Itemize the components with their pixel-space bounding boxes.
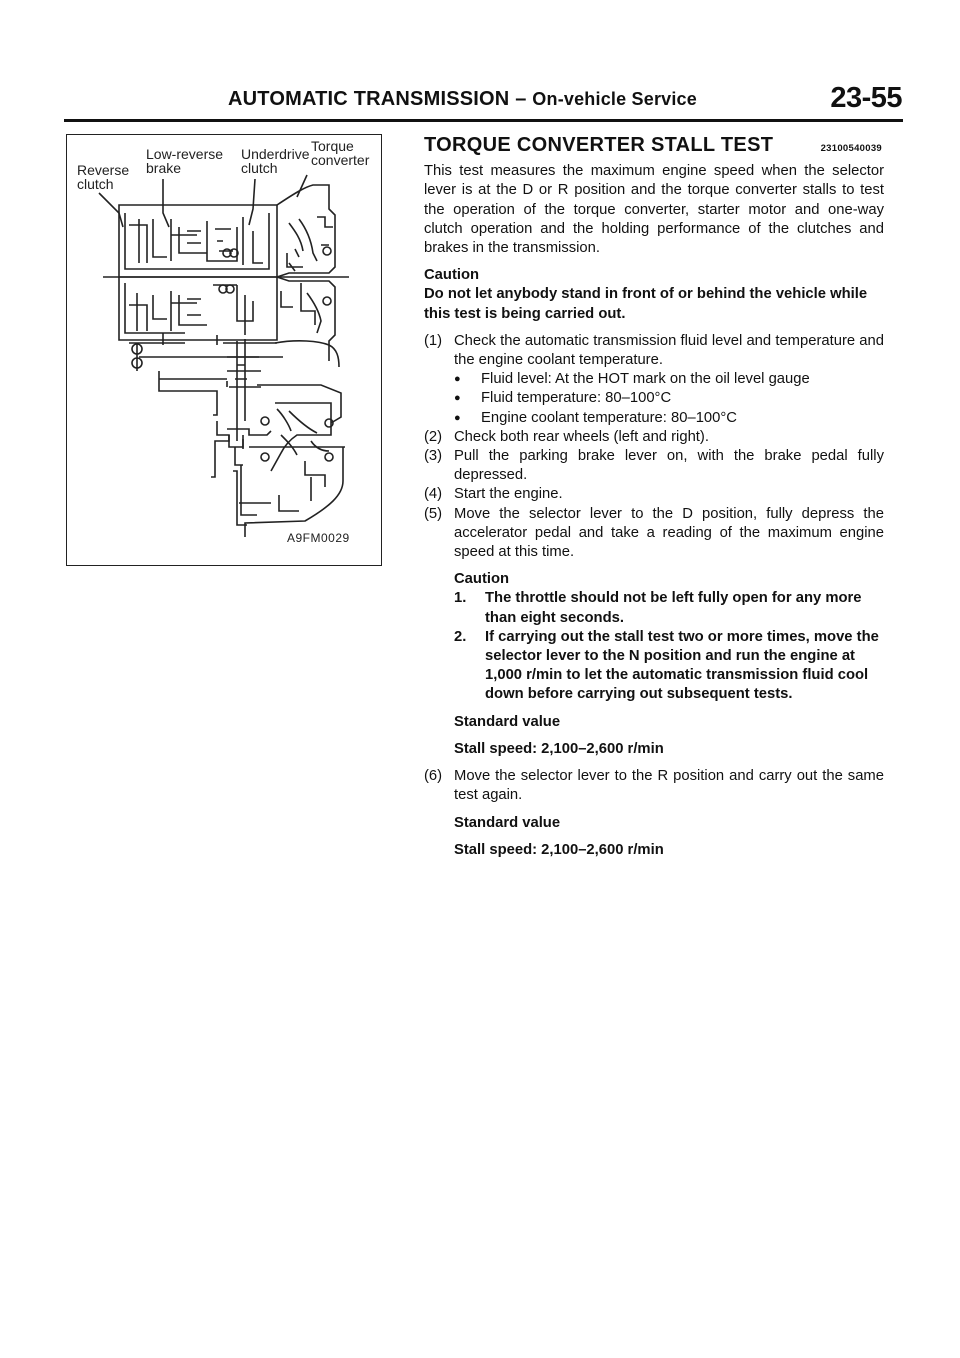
transmission-cutaway-drawing bbox=[67, 135, 383, 567]
label-reverse-clutch: Reverse clutch bbox=[77, 162, 130, 192]
step-3: (3) Pull the parking brake lever on, with the brake pedal fully depressed. bbox=[424, 448, 884, 484]
bullet-icon: ● bbox=[454, 411, 461, 424]
caution2-label: Caution bbox=[454, 571, 510, 588]
section-title: TORQUE CONVERTER STALL TEST bbox=[424, 134, 774, 156]
caution-item-1: 1. The throttle should not be left fully open for any more than eight seconds. bbox=[454, 590, 862, 626]
header-separator: – bbox=[515, 88, 527, 110]
section-code: 23100540039 bbox=[820, 143, 882, 154]
bullet-icon: ● bbox=[454, 392, 461, 405]
bullet-fluid-level: ● Fluid level: At the HOT mark on the oil level gauge bbox=[424, 370, 884, 389]
header-subtitle: On-vehicle Service bbox=[532, 89, 697, 109]
bullet-fluid-temperature: ● Fluid temperature: 80–100°C bbox=[424, 389, 884, 408]
intro-paragraph: This test measures the maximum engine speed when the selector lever is at the D or R position and the torque converter stalls to test the operation of the torque converter, starter motor and one-way clutch operation and the holding performance of the clutches and brakes in the transmission. bbox=[424, 163, 884, 257]
bullet-coolant-temperature: ● Engine coolant temperature: 80–100°C bbox=[424, 409, 884, 428]
stall-speed-value: Stall speed: 2,100–2,600 r/min bbox=[454, 740, 664, 757]
stall-speed-value-2: Stall speed: 2,100–2,600 r/min bbox=[454, 841, 664, 858]
label-low-reverse-brake: Low-reverse brake bbox=[146, 146, 224, 176]
section-content bbox=[424, 136, 884, 860]
step-1: (1) Check the automatic transmission fluid level and temperature and the engine coolant temperature. bbox=[424, 332, 884, 369]
label-torque-converter: Torque converter bbox=[311, 138, 370, 168]
step-6: (6) Move the selector lever to the R position and carry out the same test again. bbox=[424, 768, 884, 804]
label-underdrive-clutch: Underdrive clutch bbox=[241, 146, 310, 176]
bullet-icon: ● bbox=[454, 373, 461, 386]
caution-label: Caution bbox=[424, 267, 480, 284]
step-5: (5) Move the selector lever to the D position, fully depress the accelerator pedal and take a reading of the maximum engine speed at this time. bbox=[424, 505, 884, 561]
caution-item-2: 2. If carrying out the stall test two or more times, move the selector lever to the N position and run the engine at 1,000 r/min to let the automatic transmission fluid cool down before carrying out subsequent tests. bbox=[454, 628, 879, 703]
header-title-line bbox=[228, 88, 697, 111]
standard-value-label: Standard value bbox=[454, 713, 561, 730]
step-4: (4) Start the engine. bbox=[424, 486, 563, 503]
page-header bbox=[0, 0, 960, 120]
caution-text: Do not let anybody stand in front of or behind the vehicle while this test is being carried out. bbox=[424, 286, 868, 322]
transmission-diagram-figure bbox=[66, 134, 382, 566]
section-heading bbox=[424, 136, 884, 158]
header-rule bbox=[64, 119, 903, 122]
step-2: (2) Check both rear wheels (left and right). bbox=[424, 428, 709, 445]
standard-value-label-2: Standard value bbox=[454, 814, 561, 831]
header-title: AUTOMATIC TRANSMISSION bbox=[228, 88, 510, 110]
page-number: 23-55 bbox=[830, 82, 902, 114]
figure-code: A9FM0029 bbox=[287, 531, 350, 545]
